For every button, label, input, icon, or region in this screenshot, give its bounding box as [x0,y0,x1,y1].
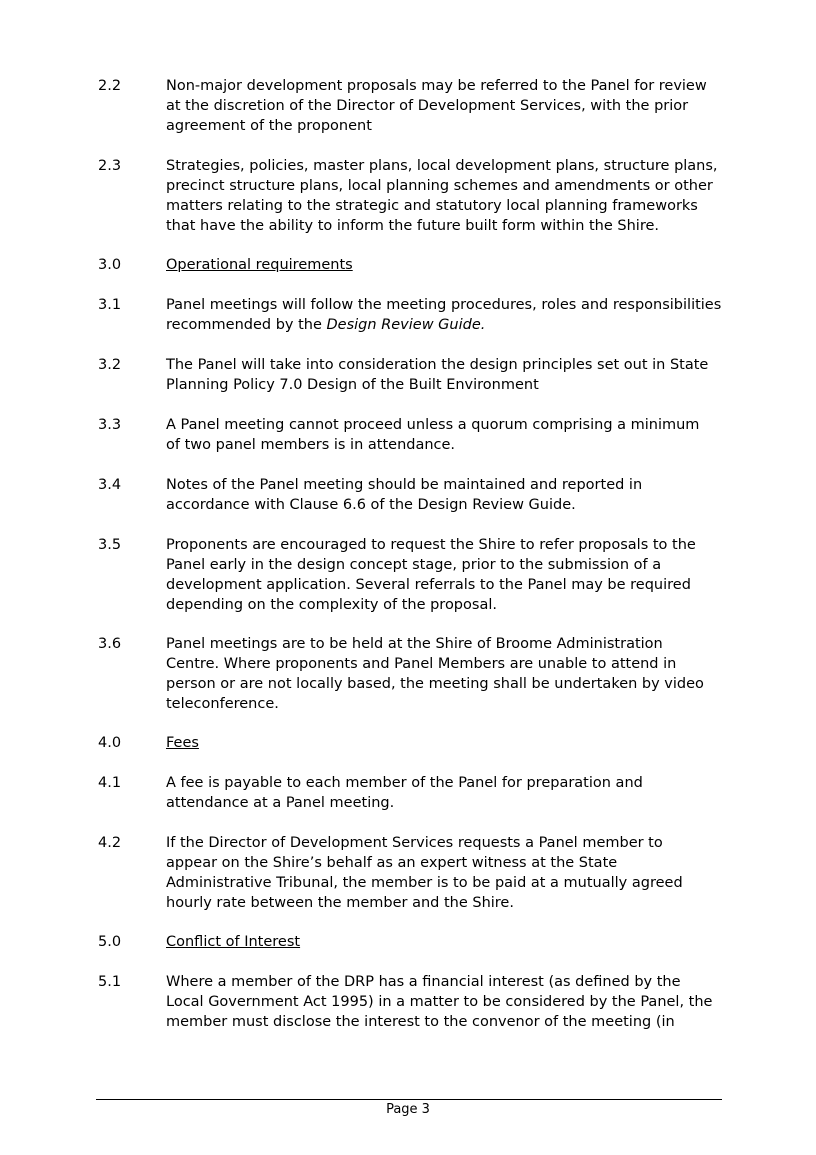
section-number: 3.0 [98,257,122,273]
clause-number: 3.5 [98,537,122,553]
clause-number: 4.2 [98,835,122,851]
clause-number: 3.6 [98,636,122,652]
clause-number: 3.1 [98,297,122,313]
clause-text: The Panel will take into consideration the design principles set out in State Planning Policy 7.0 Design of the Built Environment [166,357,709,393]
clause-text: If the Director of Development Services requests a Panel member to appear on the Shire’s behalf as an expert witness at the State Administrative Tribunal, the member is to be paid at a mutually agreed hourly rate between the member and the Shire. [166,835,683,911]
clause-number: 4.1 [98,775,122,791]
page-number: Page 3 [386,1102,430,1117]
clause-text: Notes of the Panel meeting should be maintained and reported in accordance with Clause 6.6 of the Design Review Guide. [166,477,643,513]
clause-text: A fee is payable to each member of the Panel for preparation and attendance at a Panel meeting. [166,775,643,811]
section-number: 5.0 [98,934,122,950]
clause-number: 5.1 [98,974,122,990]
clause-text: A Panel meeting cannot proceed unless a quorum comprising a minimum of two panel members is in attendance. [166,417,700,453]
clause-number: 2.3 [98,158,122,174]
clause-text: Panel meetings are to be held at the Shire of Broome Administration Centre. Where proponents and Panel Members are unable to attend in person or are not locally based, the meeting shall be undertaken by video teleconference. [166,636,704,712]
section-number: 4.0 [98,735,122,751]
section-heading: Operational requirements [166,257,353,273]
clause-text: Strategies, policies, master plans, local development plans, structure plans, precinct structure plans, local planning schemes and amendments or other matters relating to the strategic and statutory local planning frameworks that have the ability to inform the future built form within the Shire. [166,158,718,234]
clause-text: Proponents are encouraged to request the Shire to refer proposals to the Panel early in the design concept stage, prior to the submission of a development application. Several referrals to the Panel may be required depending on the complexity of the proposal. [166,537,696,613]
clause-number: 3.3 [98,417,122,433]
section-heading: Conflict of Interest [166,934,301,950]
clause-number: 3.4 [98,477,122,493]
guide-title: Design Review Guide. [326,317,486,333]
clause-text: Panel meetings will follow the meeting procedures, roles and responsibilities recommended by the Design Review Guide. [166,297,722,333]
clause-number: 2.2 [98,78,122,94]
clause-number: 3.2 [98,357,122,373]
clause-text: Where a member of the DRP has a financial interest (as defined by the Local Government Act 1995) in a matter to be considered by the Panel, the member must disclose the interest to the convenor of the meeting (in [166,974,713,1030]
section-heading: Fees [166,735,199,751]
clause-text: Non-major development proposals may be referred to the Panel for review at the discretion of the Director of Development Services, with the prior agreement of the proponent [166,78,707,134]
footer-divider [96,1099,722,1100]
